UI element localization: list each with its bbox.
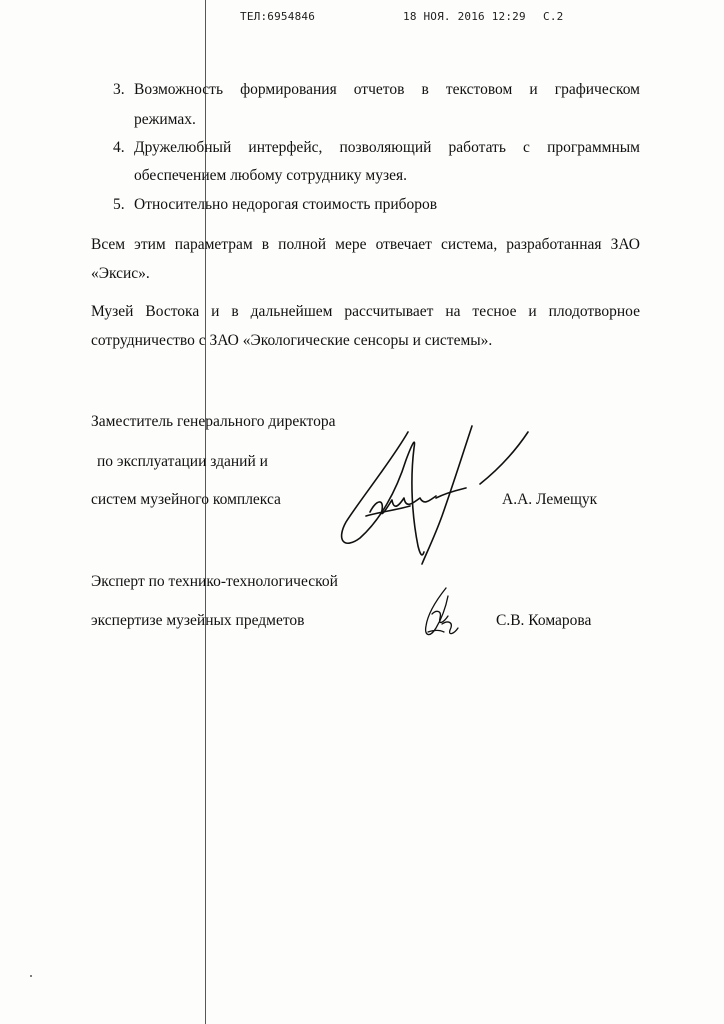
paragraph-line: Музей Востока и в дальнейшем рассчитывает на тесное и плодотворное [91,303,640,320]
scan-speck [30,975,32,977]
fax-datetime: 18 НОЯ. 2016 12:29 [403,10,526,23]
signatory-title-line: систем музейного комплекса [91,491,281,508]
signature-komarova [418,584,468,644]
signatory-name: С.В. Комарова [496,612,592,629]
paragraph-line: «Эксис». [91,265,150,282]
signature-lemeschuk [330,420,530,570]
list-item-number: 5. [113,196,125,213]
list-item-text-line1: Возможность формирования отчетов в текстовом и графическом [134,81,640,98]
list-item-text-line1: Относительно недорогая стоимость приборов [134,196,438,213]
signatory-title-line: по эксплуатации зданий и [97,453,268,470]
list-item-text-line2: обеспечением любому сотруднику музея. [134,167,407,184]
signatory-title-line: Эксперт по технико-технологической [91,573,338,590]
signatory-title-line: экспертизе музейных предметов [91,612,305,629]
paragraph-line: сотрудничество с ЗАО «Экологические сенсоры и системы». [91,332,493,349]
list-item-number: 4. [113,139,125,156]
paragraph-line: Всем этим параметрам в полной мере отвечает система, разработанная ЗАО [91,236,640,253]
list-item-number: 3. [113,81,125,98]
signatory-name: А.А. Лемещук [502,491,598,508]
fax-header [0,10,724,26]
signatory-title-line: Заместитель генерального директора [91,413,336,430]
list-item-text-line1: Дружелюбный интерфейс, позволяющий работать с программным [134,139,640,156]
list-item-text-line2: режимах. [134,111,196,128]
fax-page-number: С.2 [543,10,564,23]
fax-phone: ТЕЛ:6954846 [240,10,316,23]
